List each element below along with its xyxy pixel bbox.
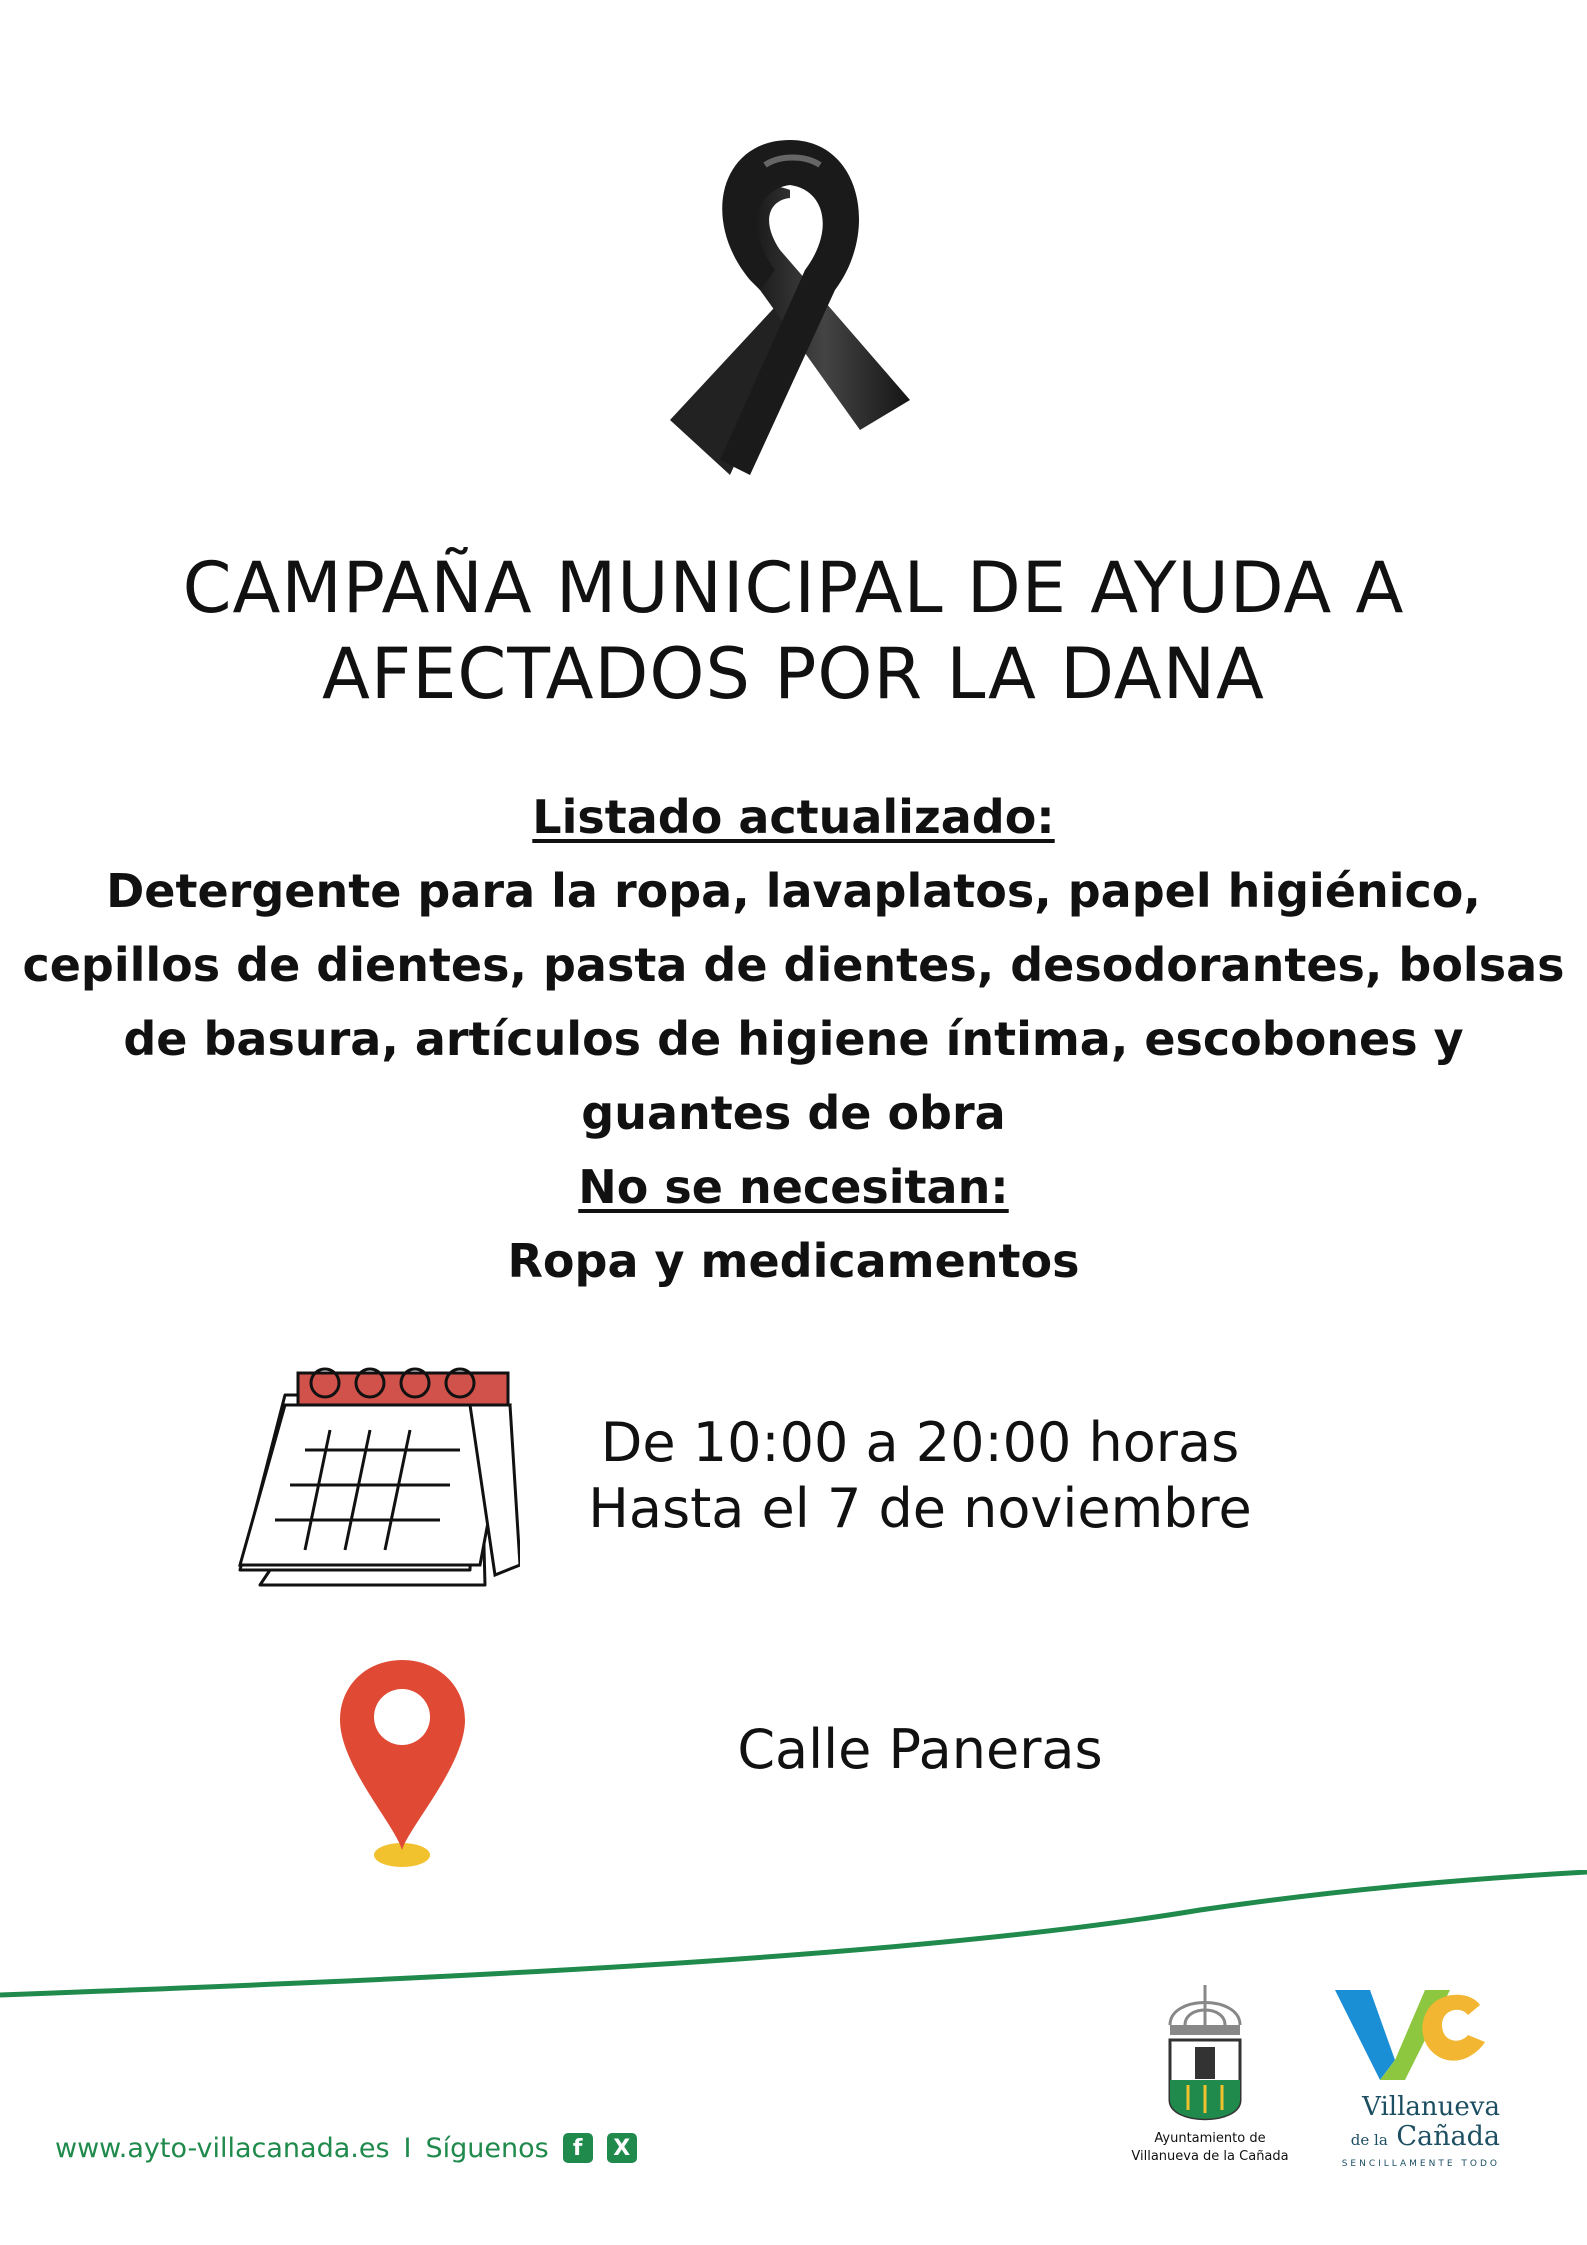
donation-list: [0, 780, 1587, 1298]
not-needed-heading: No se necesitan:: [578, 1160, 1009, 1214]
not-needed-items: Ropa y medicamentos: [507, 1234, 1080, 1288]
schedule: [540, 1410, 1300, 1542]
x-icon[interactable]: X: [607, 2133, 637, 2163]
footer-links: [55, 2128, 637, 2168]
footer-separator: I: [403, 2132, 412, 2164]
vc-brand-logo: [1330, 1980, 1490, 2090]
page-title: [40, 545, 1547, 717]
schedule-hours: De 10:00 a 20:00 horas: [600, 1411, 1240, 1474]
follow-label: Síguenos: [425, 2132, 549, 2164]
crest-caption-line2: Villanueva de la Cañada: [1131, 2149, 1289, 2164]
brand-wordmark: [1325, 2092, 1500, 2169]
needed-line: cepillos de dientes, pasta de dientes, desodorantes, bolsas: [22, 938, 1565, 992]
mourning-ribbon-icon: [660, 130, 920, 475]
website-link[interactable]: www.ayto-villacanada.es: [55, 2132, 390, 2164]
brand-line2-main: Cañada: [1396, 2121, 1500, 2152]
needed-line: de basura, artículos de higiene íntima, escobones y: [123, 1012, 1464, 1066]
brand-line2: [1325, 2122, 1500, 2155]
title-line-1: CAMPAÑA MUNICIPAL DE AYUDA A: [182, 547, 1405, 629]
brand-tagline: SENCILLAMENTE TODO: [1341, 2159, 1500, 2169]
brand-line2-prefix: de la: [1350, 2131, 1388, 2149]
needed-heading: Listado actualizado:: [532, 790, 1055, 844]
brand-line1: Villanueva: [1362, 2092, 1500, 2122]
needed-line: guantes de obra: [581, 1086, 1006, 1140]
address: Calle Paneras: [737, 1718, 1103, 1781]
schedule-until: Hasta el 7 de noviembre: [588, 1477, 1252, 1540]
crest-caption: [1110, 2130, 1310, 2166]
crest-caption-line1: Ayuntamiento de: [1154, 2131, 1266, 2146]
calendar-icon: [230, 1365, 520, 1590]
facebook-icon[interactable]: f: [563, 2133, 593, 2163]
needed-line: Detergente para la ropa, lavaplatos, papel higiénico,: [106, 864, 1481, 918]
map-pin-icon: [335, 1655, 470, 1870]
title-line-2: AFECTADOS POR LA DANA: [322, 633, 1265, 715]
